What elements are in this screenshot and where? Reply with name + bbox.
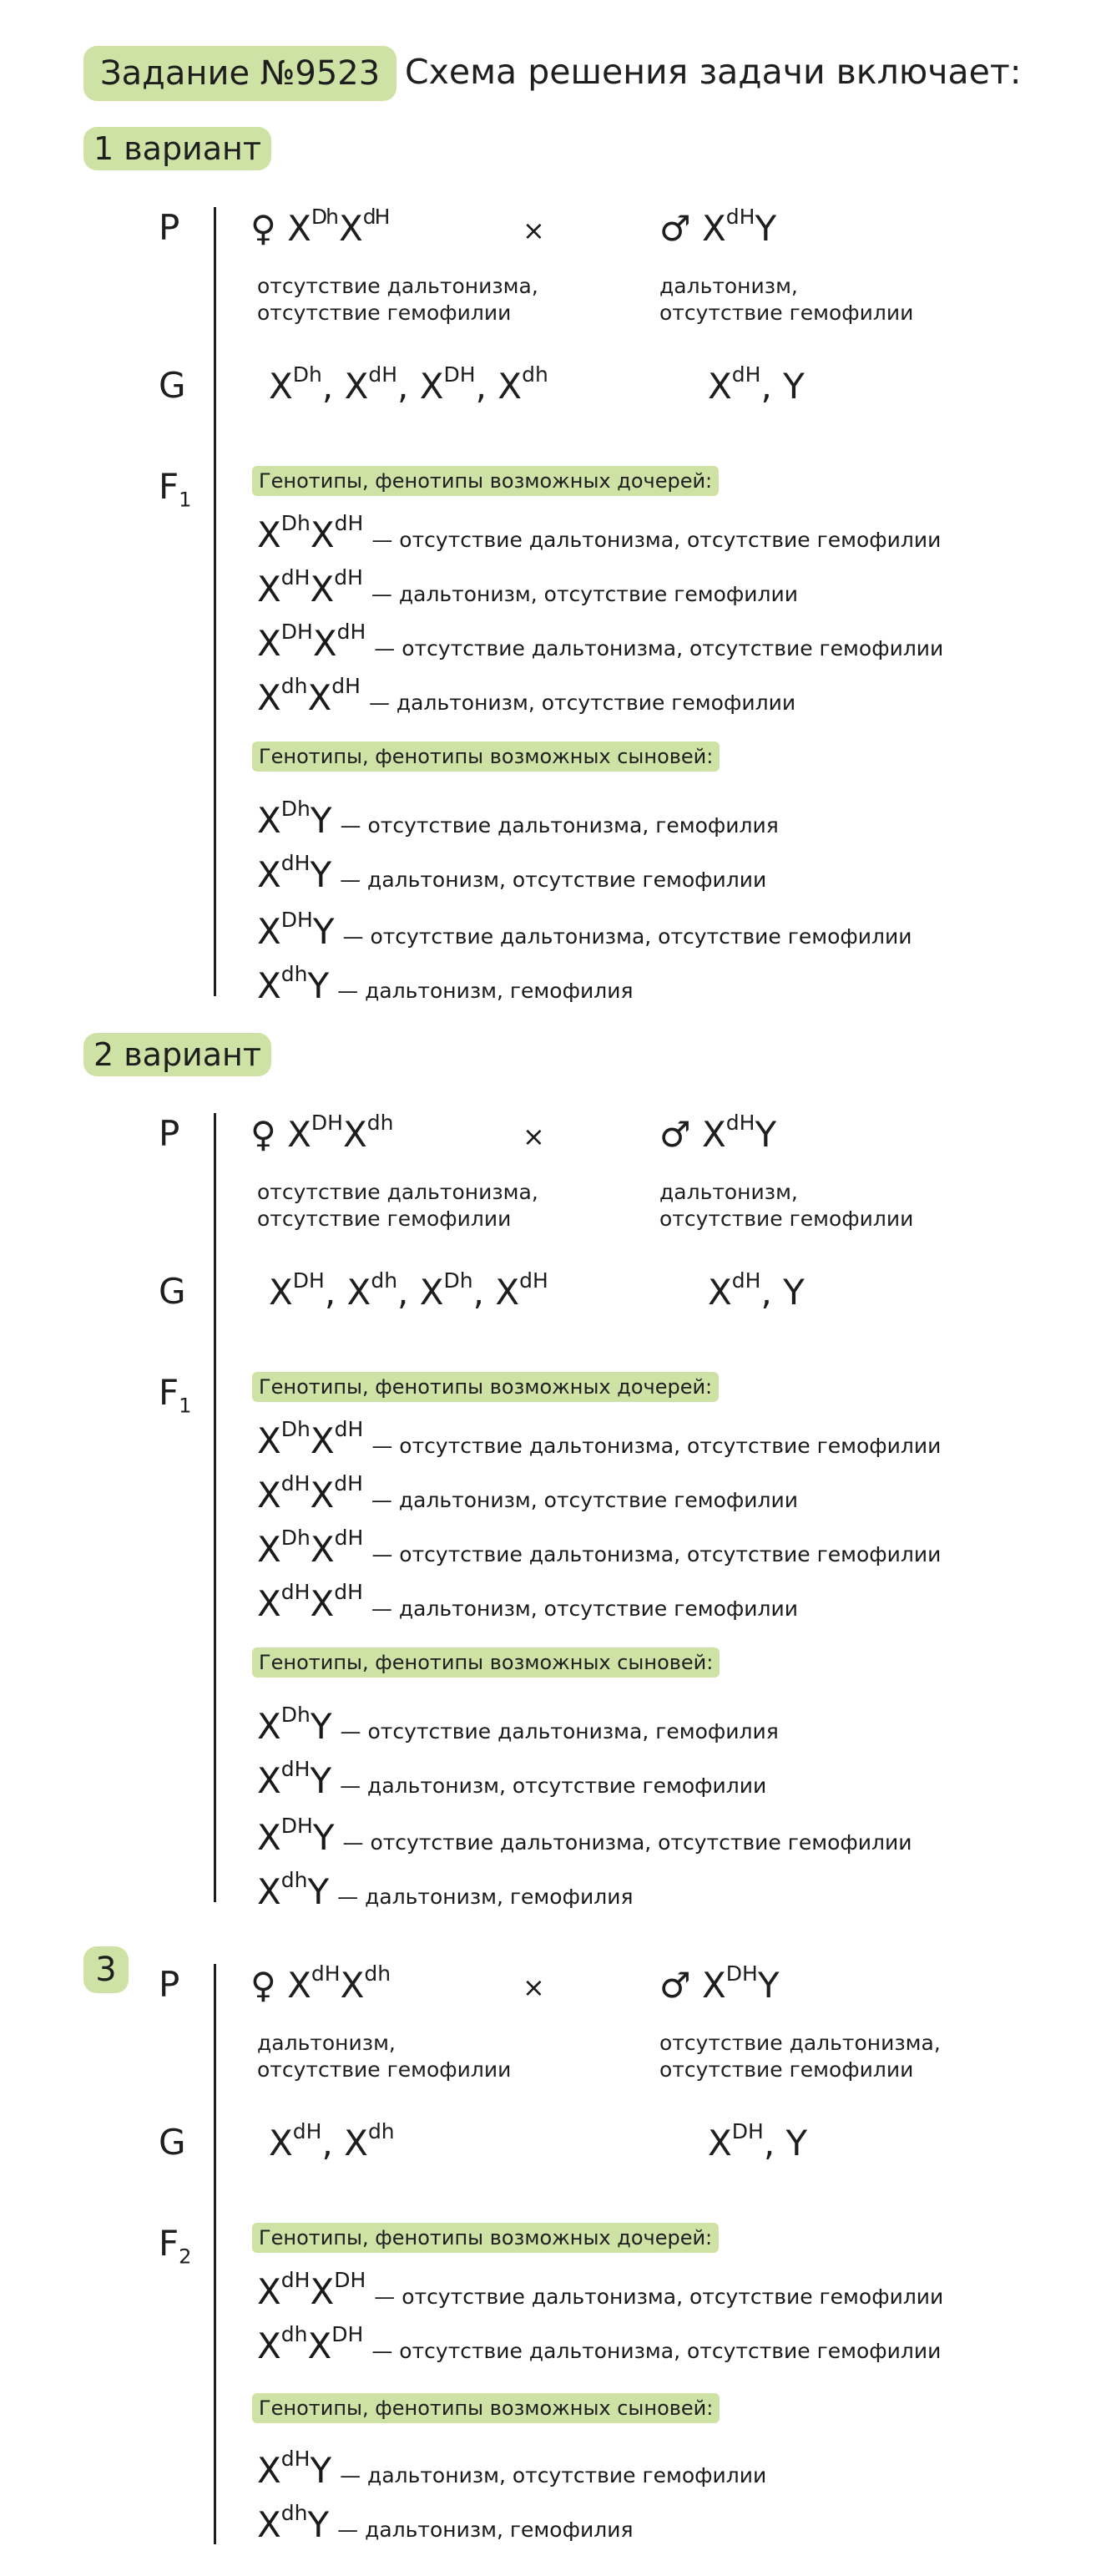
- mother-gametes: $X^{Dh}$, $X^{dH}$, $X^{DH}$, $X^{dh}$: [269, 362, 548, 407]
- son-row: $X^{Dh}Y$ — отсутствие дальтонизма, гемофилия: [257, 797, 779, 841]
- father-genotype: ♂ $X^{dH}Y$: [659, 205, 777, 249]
- daughter-row: $X^{DH}X^{dH}$ — отсутствие дальтонизма, отсутствие гемофилии: [257, 620, 944, 664]
- mother-phenotype: дальтонизм, отсутствие гемофилии: [257, 2031, 512, 2082]
- father-genotype: ♂ $X^{DH}Y$: [659, 1961, 780, 2006]
- row-label-p: P: [159, 1964, 180, 2005]
- daughters-tag: Генотипы, фенотипы возможных дочерей:: [252, 466, 719, 496]
- father-phenotype: отсутствие дальтонизма, отсутствие гемофилии: [659, 2031, 941, 2082]
- page-title: Схема решения задачи включает:: [405, 52, 1022, 92]
- mother-genotype: ♀ $X^{DH}X^{dh}$: [250, 1111, 394, 1155]
- row-label-f1: $F_1$: [159, 1372, 192, 1418]
- male-icon: ♂: [659, 1114, 691, 1155]
- row-label-f2: $F_2$: [159, 2223, 192, 2269]
- row-label-p: P: [159, 207, 180, 248]
- variant-3-divider: [214, 1964, 216, 2544]
- variant-2-divider: [214, 1113, 216, 1902]
- mother-genotype: ♀ $X^{dH}X^{dh}$: [250, 1961, 391, 2006]
- daughters-tag: Генотипы, фенотипы возможных дочерей:: [252, 1372, 719, 1402]
- daughter-row: $X^{dH}X^{DH}$ — отсутствие дальтонизма, отсутствие гемофилии: [257, 2268, 944, 2312]
- son-row: $X^{DH}Y$ — отсутствие дальтонизма, отсутствие гемофилии: [257, 908, 912, 952]
- daughter-row: $X^{Dh}X^{dH}$ — отсутствие дальтонизма, отсутствие гемофилии: [257, 1526, 942, 1570]
- father-phenotype: дальтонизм, отсутствие гемофилии: [659, 274, 914, 325]
- daughter-row: $X^{dh}X^{dH}$ — дальтонизм, отсутствие гемофилии: [257, 674, 796, 718]
- row-label-g: G: [159, 2122, 186, 2163]
- daughter-row: $X^{Dh}X^{dH}$ — отсутствие дальтонизма, отсутствие гемофилии: [257, 511, 942, 555]
- father-gametes: $X^{dH}$, Y: [708, 362, 805, 407]
- variant-1-badge: 1 вариант: [83, 127, 271, 170]
- daughters-tag: Генотипы, фенотипы возможных дочерей:: [252, 2223, 719, 2253]
- row-label-g: G: [159, 1271, 186, 1312]
- mother-gametes: $X^{DH}$, $X^{dh}$, $X^{Dh}$, $X^{dH}$: [269, 1268, 548, 1313]
- cross-sign: ×: [523, 1971, 545, 2003]
- daughter-row: $X^{dH}X^{dH}$ — дальтонизм, отсутствие гемофилии: [257, 1471, 799, 1516]
- cross-sign: ×: [523, 1121, 545, 1152]
- daughter-row: $X^{dh}X^{DH}$ — отсутствие дальтонизма, отсутствие гемофилии: [257, 2322, 942, 2366]
- mother-phenotype: отсутствие дальтонизма, отсутствие гемофилии: [257, 1180, 538, 1231]
- female-icon: ♀: [250, 1114, 276, 1155]
- mother-gametes: $X^{dH}$, $X^{dh}$: [269, 2119, 395, 2164]
- mother-phenotype: отсутствие дальтонизма, отсутствие гемофилии: [257, 274, 538, 325]
- son-row: $X^{Dh}Y$ — отсутствие дальтонизма, гемофилия: [257, 1703, 779, 1747]
- son-row: $X^{dh}Y$ — дальтонизм, гемофилия: [257, 2501, 634, 2545]
- female-icon: ♀: [250, 1965, 276, 2006]
- cross-sign: ×: [523, 215, 545, 246]
- row-label-f1: $F_1$: [159, 466, 192, 512]
- son-row: $X^{dH}Y$ — дальтонизм, отсутствие гемофилии: [257, 1757, 767, 1801]
- son-row: $X^{DH}Y$ — отсутствие дальтонизма, отсутствие гемофилии: [257, 1814, 912, 1858]
- sons-tag: Генотипы, фенотипы возможных сыновей:: [252, 741, 720, 772]
- variant-2-badge: 2 вариант: [83, 1033, 271, 1076]
- father-phenotype: дальтонизм, отсутствие гемофилии: [659, 1180, 914, 1231]
- son-row: $X^{dH}Y$ — дальтонизм, отсутствие гемофилии: [257, 851, 767, 895]
- daughter-row: $X^{dH}X^{dH}$ — дальтонизм, отсутствие гемофилии: [257, 1580, 799, 1624]
- task-number-badge: Задание №9523: [83, 46, 396, 101]
- daughter-row: $X^{Dh}X^{dH}$ — отсутствие дальтонизма, отсутствие гемофилии: [257, 1417, 942, 1461]
- daughter-row: $X^{dH}X^{dH}$ — дальтонизм, отсутствие гемофилии: [257, 565, 799, 610]
- father-genotype: ♂ $X^{dH}Y$: [659, 1111, 777, 1155]
- variant-3-badge: 3: [83, 1946, 129, 1993]
- son-row: $X^{dh}Y$ — дальтонизм, гемофилия: [257, 962, 634, 1006]
- son-row: $X^{dh}Y$ — дальтонизм, гемофилия: [257, 1868, 634, 1912]
- row-label-g: G: [159, 365, 186, 406]
- male-icon: ♂: [659, 1965, 691, 2006]
- variant-1-divider: [214, 207, 216, 996]
- male-icon: ♂: [659, 208, 691, 249]
- female-icon: ♀: [250, 208, 276, 249]
- sons-tag: Генотипы, фенотипы возможных сыновей:: [252, 1647, 720, 1678]
- father-gametes: $X^{dH}$, Y: [708, 1268, 805, 1313]
- mother-genotype: ♀ $X^{Dh}X^{dH}$: [250, 205, 391, 249]
- son-row: $X^{dH}Y$ — дальтонизм, отсутствие гемофилии: [257, 2447, 767, 2491]
- sons-tag: Генотипы, фенотипы возможных сыновей:: [252, 2393, 720, 2423]
- row-label-p: P: [159, 1113, 180, 1154]
- father-gametes: $X^{DH}$, Y: [708, 2119, 808, 2164]
